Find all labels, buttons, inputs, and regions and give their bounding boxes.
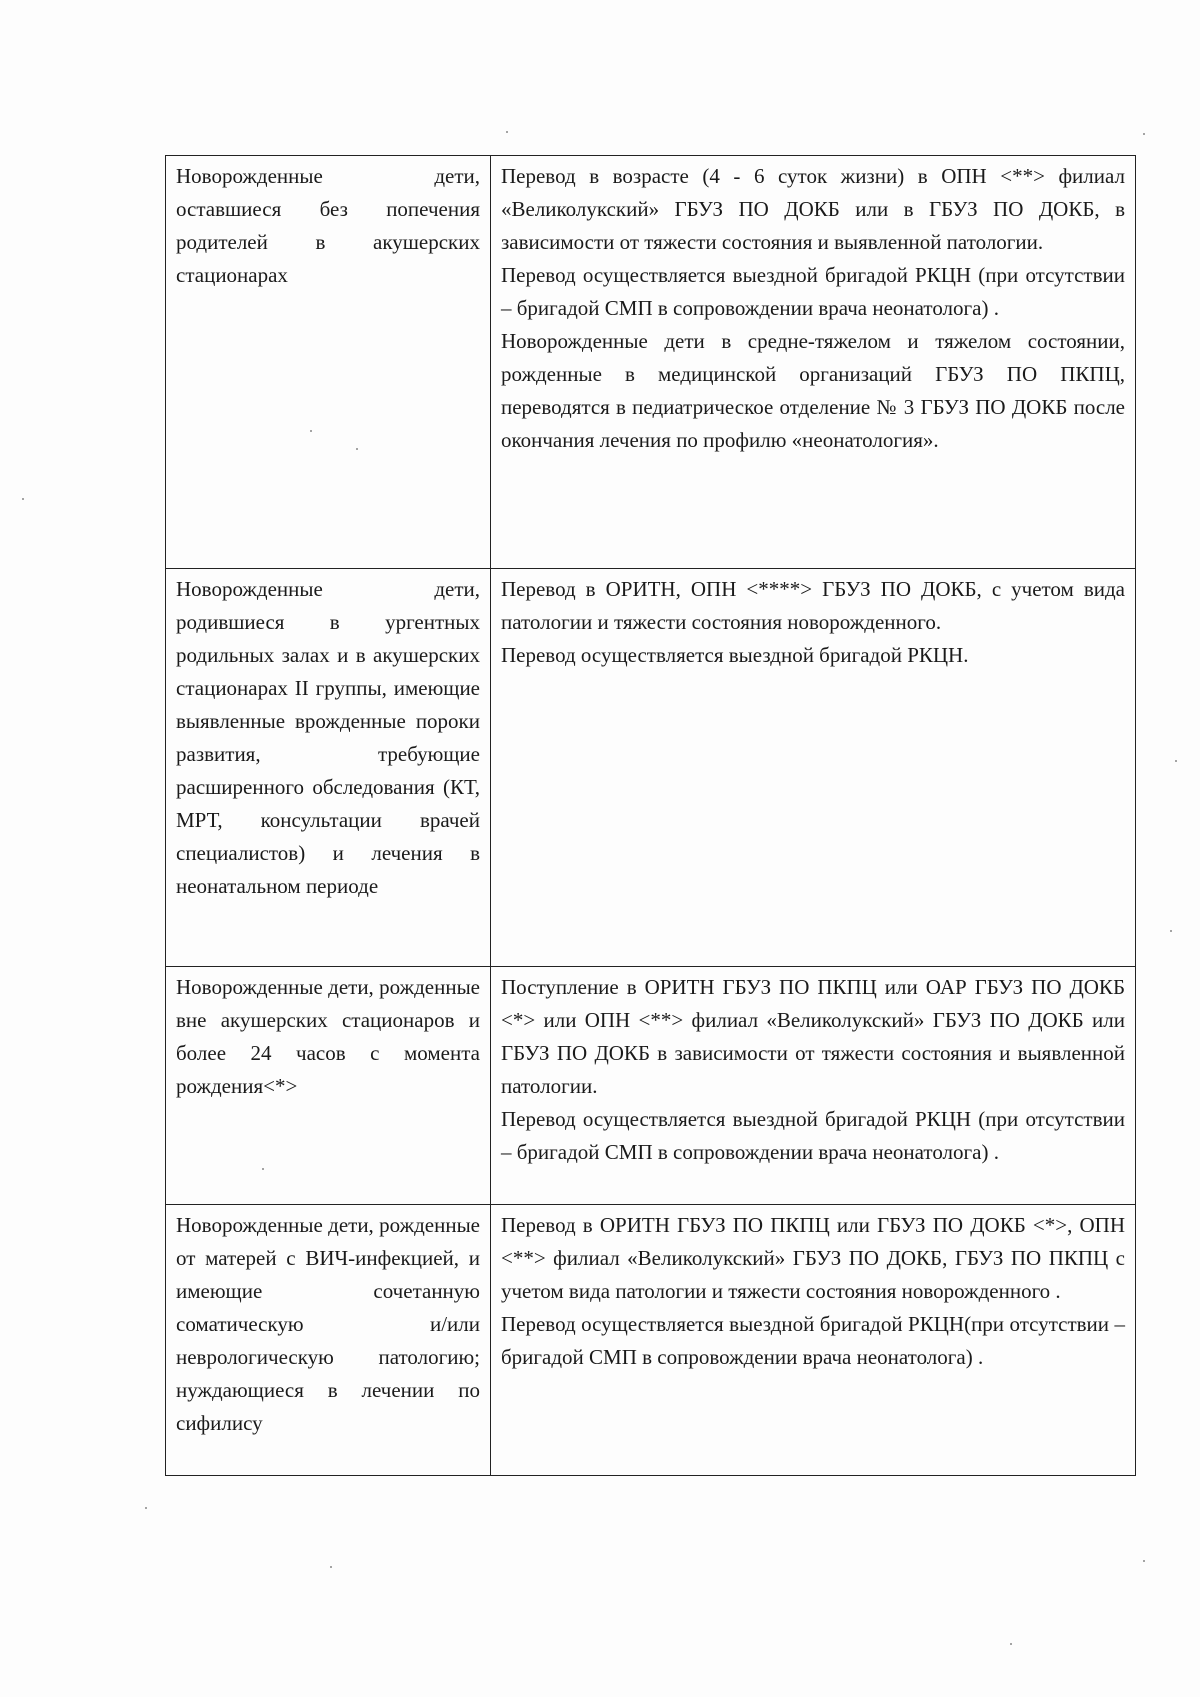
transfer-rule-cell xyxy=(491,967,1136,1205)
patient-category-text: Новорожденные дети, родившиеся в ургентных родильных залах и в акушерских стационарах II группы, имеющие выявленные врожденные пороки развития, требующие расширенного обследования (КТ, МРТ, консультации врачей специалистов) и лечения в неонатальном периоде xyxy=(176,577,480,898)
table-row xyxy=(166,156,1136,569)
scan-speck xyxy=(262,1168,264,1170)
transfer-rule-cell xyxy=(491,1205,1136,1476)
scan-speck xyxy=(1143,133,1145,135)
table-row xyxy=(166,967,1136,1205)
table-row xyxy=(166,1205,1136,1476)
transfer-rule-paragraph: Перевод осуществляется выездной бригадой РКЦН (при отсутствии – бригадой СМП в сопровождении врача неонатолога) . xyxy=(501,1107,1125,1164)
scan-speck xyxy=(145,1507,147,1509)
patient-category-cell xyxy=(166,569,491,967)
scan-speck xyxy=(1170,930,1172,932)
scan-speck xyxy=(310,430,312,432)
table-row xyxy=(166,569,1136,967)
transfer-rule-paragraph: Перевод в ОРИТН, ОПН <****> ГБУЗ ПО ДОКБ, с учетом вида патологии и тяжести состояния новорожденного. xyxy=(501,577,1125,634)
scan-speck xyxy=(22,498,24,500)
neonatal-transfer-table xyxy=(165,155,1136,1476)
transfer-rule-paragraph: Перевод осуществляется выездной бригадой РКЦН (при отсутствии – бригадой СМП в сопровождении врача неонатолога) . xyxy=(501,263,1125,320)
transfer-rule-paragraph: Перевод в возрасте (4 - 6 суток жизни) в ОПН <**> филиал «Великолукский» ГБУЗ ПО ДОКБ или в ГБУЗ ПО ДОКБ, в зависимости от тяжести состояния и выявленной патологии. xyxy=(501,164,1125,254)
scan-speck xyxy=(506,131,508,133)
transfer-rule-paragraph: Новорожденные дети в средне-тяжелом и тяжелом состоянии, рожденные в медицинской организаций ГБУЗ ПО ПКПЦ, переводятся в педиатрическое отделение № 3 ГБУЗ ПО ДОКБ после окончания лечения по профилю «неонатология». xyxy=(501,329,1125,452)
patient-category-cell xyxy=(166,1205,491,1476)
transfer-rule-cell xyxy=(491,156,1136,569)
patient-category-text: Новорожденные дети, оставшиеся без попечения родителей в акушерских стационарах xyxy=(176,164,480,287)
scan-speck xyxy=(1175,760,1177,762)
patient-category-cell xyxy=(166,156,491,569)
patient-category-cell xyxy=(166,967,491,1205)
scan-speck xyxy=(330,1566,332,1568)
patient-category-text: Новорожденные дети, рожденные от матерей с ВИЧ-инфекцией, и имеющие сочетанную соматическую и/или неврологическую патологию; нуждающиеся в лечении по сифилису xyxy=(176,1213,480,1435)
transfer-rule-paragraph: Перевод осуществляется выездной бригадой РКЦН. xyxy=(501,643,969,667)
patient-category-text: Новорожденные дети, рожденные вне акушерских стационаров и более 24 часов с момента рождения<*> xyxy=(176,975,480,1098)
scan-speck xyxy=(356,448,358,450)
transfer-rule-paragraph: Перевод осуществляется выездной бригадой РКЦН(при отсутствии – бригадой СМП в сопровождении врача неонатолога) . xyxy=(501,1312,1125,1369)
scan-speck xyxy=(1143,1560,1145,1562)
transfer-rule-paragraph: Перевод в ОРИТН ГБУЗ ПО ПКПЦ или ГБУЗ ПО ДОКБ <*>, ОПН <**> филиал «Великолукский» ГБУЗ ПО ДОКБ, ГБУЗ ПО ПКПЦ с учетом вида патологии и тяжести состояния новорожденного . xyxy=(501,1213,1125,1303)
transfer-rule-paragraph: Поступление в ОРИТН ГБУЗ ПО ПКПЦ или ОАР ГБУЗ ПО ДОКБ <*> или ОПН <**> филиал «Великолукский» ГБУЗ ПО ДОКБ или ГБУЗ ПО ДОКБ в зависимости от тяжести состояния и выявленной патологии. xyxy=(501,975,1125,1098)
transfer-rule-cell xyxy=(491,569,1136,967)
scan-speck xyxy=(1010,1643,1012,1645)
